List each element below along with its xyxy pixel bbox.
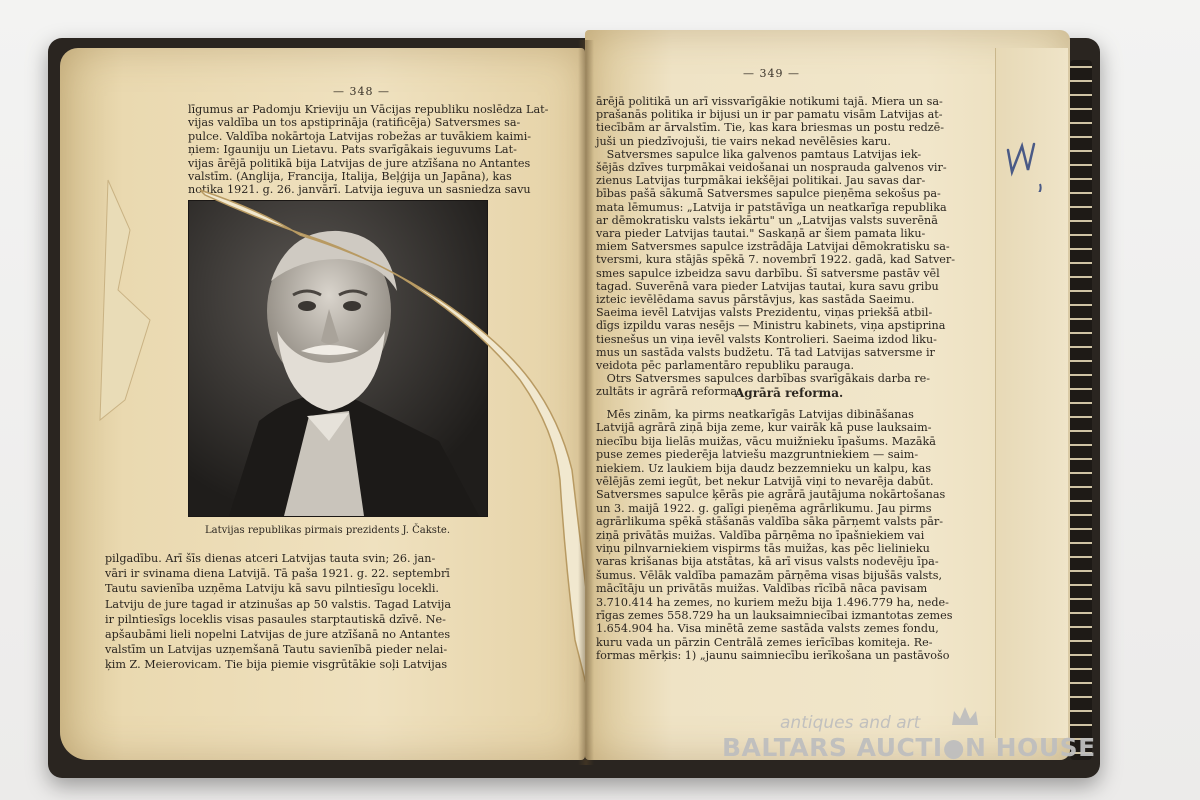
text-line: vāri ir svinama diena Latvijā. Tā paša 1921. g. 22. septembrī (105, 567, 450, 581)
text-line: varas krišanas bija atstātas, kā arī visus valsts nodevēju īpa- (596, 555, 939, 569)
text-line: mācītāju un privātās muižas. Valdības rīcībā nāca pavisam (596, 582, 928, 596)
text-line: agrārlikuma spēkā stāšanās valdība sāka pārņemt valsts pār- (596, 515, 944, 529)
text-line: tagad. Suverēnā vara pieder Latvijas tautai, kura savu gribu (596, 279, 939, 293)
watermark-tagline: antiques and art (780, 713, 921, 733)
text-line: dīgs izpildu varas nesējs — Ministru kabinets, viņa apstiprina (596, 319, 946, 333)
text-line: ziņā privātās muižas. Valdība pārņēma no īpašniekiem vai (596, 528, 925, 542)
text-line: notika 1921. g. 26. janvārī. Latvija ieguva un sasniedza savu (188, 183, 531, 197)
text-line: 3.710.414 ha zemes, no kuriem mežu bija 1.496.779 ha, nede- (596, 595, 949, 609)
text-line: niecību bija lielās muižas, vācu muižnieku īpašums. Mazākā (596, 434, 936, 448)
text-line: pulce. Valdība nokārtoja Latvijas robežas ar tuvākiem kaimi- (188, 129, 532, 143)
text-line: mata lēmumus: „Latvija ir patstāvīga un neatkarīga republika (596, 200, 947, 214)
text-line: kuru vada un pārzin Centrālā zemes ierīcības komiteja. Re- (596, 635, 933, 649)
text-line: formas mērķis: 1) „jaunu saimniecību ierīkošana un pastāvošo (596, 649, 950, 663)
text-line: Satversmes sapulce lika galvenos pamtaus Latvijas iek- (596, 147, 922, 161)
text-line: niekiem. Uz laukiem bija daudz bezzemnieku un kalpu, kas (596, 461, 932, 475)
text-line: bības pašā sākumā Satversmes sapulce pieņēma sekošus pa- (596, 187, 941, 201)
text-line: tiecībām ar ārvalstīm. Tie, kas kara briesmas un postu redzē- (596, 121, 945, 135)
text-line: šējās dzīves turpmākai veidošanai un nosprauda galvenos vir- (596, 161, 947, 174)
text-line: zienus Latvijas turpmākai iekšējai politikai. Jau savas dar- (596, 174, 926, 188)
text-line: apšaubāmi lieli nopelni Latvijas de jure atzīšanā no Antantes (105, 628, 451, 641)
text-line: vara pieder Latvijas tautai." Saskaņā ar šiem pamata liku- (596, 227, 926, 240)
text-line: ķim Z. Meierovicam. Tie bija piemie visgrūtākie soļi Latvijas (105, 658, 448, 672)
text-line: Latviju de jure tagad ir atzinušas ap 50 valstis. Tagad Latvija (105, 597, 452, 611)
text-line: vijas valdība un tos apstiprināja (ratificēja) Satversmes sa- (188, 116, 521, 130)
text-line: un 3. maijā 1922. g. galīgi pieņēma agrārlikumu. Jau pirms (596, 501, 932, 515)
text-line: zultāts ir agrārā reforma. (596, 385, 741, 399)
photo-caption: Latvijas republikas pirmais prezidents J. Čakste. (205, 525, 451, 536)
text-line: Latvijā agrārā ziņā bija zeme, kur vairāk kā puse lauksaim- (596, 421, 932, 435)
text-line: vēlējās zemi iegūt, bet nekur Latvijā viņi to nevarēja dabūt. (596, 475, 934, 488)
text-line: ar dēmokratisku valsts iekārtu" un „Latvijas valsts suverēnā (596, 213, 938, 227)
text-line: Otrs Satversmes sapulces darbības svarīgākais darba re- (596, 372, 931, 386)
text-line: Saeima ievēl Latvijas valsts Prezidentu, viņas priekšā atbil- (596, 306, 933, 320)
text-line: viņu pilnvarniekiem vispirms tās muižas, kas pēc lielinieku (596, 542, 930, 555)
text-line: valstīm. (Anglija, Francija, Italija, Beļģija un Japāna), kas (188, 170, 512, 183)
pencil-mark (1000, 132, 1060, 192)
text-line: šumus. Vēlāk valdība pamazām pārņēma visas bijušās valsts, (596, 568, 943, 582)
text-line: valstīm un Latvijas uzņemšanā Tautu savienībā pieder nelai- (105, 643, 448, 657)
right-page-number: — 349 — (743, 67, 800, 80)
text-line: Satversmes sapulce ķērās pie agrārā jautājuma nokārtošanas (596, 488, 946, 502)
text-line: miem Satversmes sapulce izstrādāja Latvijai dēmokratisku sa- (596, 240, 950, 254)
text-line: tiesnešus un viņa ievēl valsts Kontrolieri. Saeima izdod liku- (596, 332, 937, 346)
watermark (722, 703, 1122, 783)
text-line: ārējā politikā un arī vissvarīgākie notikumi tajā. Miera un sa- (596, 95, 943, 108)
text-line: tversmi, kura stājās spēkā 7. novembrī 1922. gadā, kad Satver- (596, 253, 956, 267)
text-line: puse zemes piederēja latviešu mazgruntniekiem — saim- (596, 448, 919, 462)
text-line: līgumus ar Padomju Krieviju un Vācijas republiku noslēdza Lat- (188, 103, 549, 116)
text-line: izteic ievēlēdama savus pārstāvjus, kas sastāda Saeimu. (596, 293, 915, 306)
text-line: mus un sastāda valsts budžetu. Tā tad Latvijas satversme ir (596, 345, 935, 359)
text-line: pilgadību. Arī šīs dienas atceri Latvijas tauta svin; 26. jan- (105, 552, 436, 565)
text-line: prašanās politika ir bijusi un ir par pamatu visām Latvijas at- (596, 108, 943, 122)
text-line: vijas ārējā politikā bija Latvijas de jure atzīšana no Antantes (188, 156, 531, 170)
text-line: juši un piedzīvojuši, tie vairs nekad nevēlēsies karu. (596, 134, 891, 148)
watermark-brand: BALTARS AUCTI●N HOUSE (722, 733, 1096, 762)
book-gutter (578, 40, 594, 765)
section-heading: Agrārā reforma. (735, 386, 844, 400)
text-line: veidota pēc parlamentāro republiku parauga. (596, 359, 855, 372)
text-line: ir pilntiesīgs loceklis visas pasaules starptautiskā dzīvē. Ne- (105, 612, 446, 626)
text-line: 1.654.904 ha. Visa minētā zeme sastāda valsts zemes fondu, (596, 622, 939, 636)
text-line: rīgas zemes 558.729 ha un lauksaimniecībai izmantotas zemes (596, 609, 953, 622)
text-line: Tautu savienība uzņēma Latviju kā savu pilntiesīgu locekli. (105, 582, 439, 596)
text-line: smes sapulce izbeidza savu darbību. Šī satversme pastāv vēl (596, 266, 940, 280)
left-page-number: — 348 — (333, 85, 390, 98)
text-line: ņiem: Igauniju un Lietavu. Pats svarīgākais ieguvums Lat- (188, 143, 517, 157)
text-line: Mēs zinām, ka pirms neatkarīgās Latvijas dibināšanas (596, 408, 914, 421)
crown-icon (950, 703, 980, 727)
